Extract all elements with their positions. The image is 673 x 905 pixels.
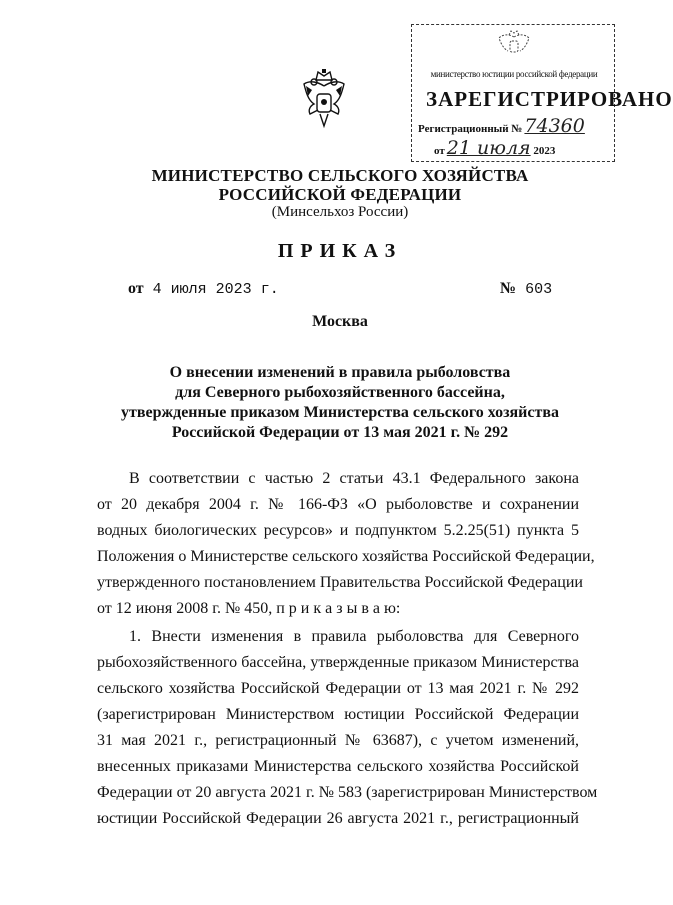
body-line: водных биологических ресурсов» и подпунктом 5.2.25(51) пункта 5 <box>97 522 579 539</box>
body-line: сельского хозяйства Российской Федерации от 13 мая 2021 г. № 292 <box>97 680 579 697</box>
stamp-date-prefix: от <box>434 145 445 157</box>
order-number <box>500 280 552 298</box>
stamp-reg-number-line <box>418 115 585 137</box>
ministry-short-name: (Минсельхоз России) <box>271 204 409 220</box>
stamp-reg-label: Регистрационный № <box>418 123 523 135</box>
order-city: Москва <box>312 313 368 330</box>
order-number-value: 603 <box>525 281 553 298</box>
body-line: от 20 декабря 2004 г. № 166-ФЗ «О рыболовстве и сохранении <box>97 496 579 513</box>
registration-stamp <box>411 24 673 162</box>
body-line: рыбохозяйственного бассейна, утвержденные приказом Министерства <box>97 654 579 671</box>
coat-of-arms-emblem <box>300 68 348 132</box>
order-title-line: Российской Федерации от 13 мая 2021 г. № 292 <box>171 424 509 441</box>
stamp-seal-emblem <box>496 31 532 59</box>
stamp-date-line <box>434 137 555 159</box>
stamp-registered-label: ЗАРЕГИСТРИРОВАНО <box>426 87 673 111</box>
order-title-line: утвержденные приказом Министерства сельского хозяйства <box>121 404 559 421</box>
body-line: утвержденного постановлением Правительства Российской Федерации <box>97 574 583 591</box>
ministry-name-line1: МИНИСТЕРСТВО СЕЛЬСКОГО ХОЗЯЙСТВА <box>151 166 529 185</box>
order-title-line: для Северного рыбохозяйственного бассейна, <box>175 384 505 401</box>
stamp-reg-number: 74360 <box>524 115 585 137</box>
body-line: Федерации от 20 августа 2021 г. № 583 (зарегистрирован Министерством <box>97 784 598 801</box>
body-line: 1. Внести изменения в правила рыболовства для Северного <box>129 628 579 645</box>
order-heading: ПРИКАЗ <box>277 240 403 262</box>
order-date-prefix: от <box>128 280 144 297</box>
body-line: юстиции Российской Федерации 26 августа 2021 г., регистрационный <box>97 810 579 827</box>
body-line: (зарегистрирован Министерством юстиции Российской Федерации <box>97 706 579 723</box>
body-line: от 12 июня 2008 г. № 450, п р и к а з ы в а ю: <box>97 600 401 617</box>
order-date-value: 4 июля 2023 г. <box>152 281 279 298</box>
stamp-year: 2023 <box>533 145 556 157</box>
stamp-organization: министерство юстиции российской федерации <box>430 69 598 79</box>
body-line: внесенных приказами Министерства сельского хозяйства Российской <box>97 758 579 775</box>
order-number-sign: № <box>500 280 517 297</box>
body-line: В соответствии с частью 2 статьи 43.1 Федерального закона <box>129 470 579 487</box>
order-date <box>128 280 279 298</box>
body-line: Положения о Министерстве сельского хозяйства Российской Федерации, <box>97 548 595 565</box>
stamp-date-handwritten: 21 июля <box>446 137 531 159</box>
body-line: 31 мая 2021 г., регистрационный № 63687), с учетом изменений, <box>97 732 579 749</box>
ministry-name-line2: РОССИЙСКОЙ ФЕДЕРАЦИИ <box>218 185 462 204</box>
order-title-line: О внесении изменений в правила рыболовства <box>169 364 511 381</box>
